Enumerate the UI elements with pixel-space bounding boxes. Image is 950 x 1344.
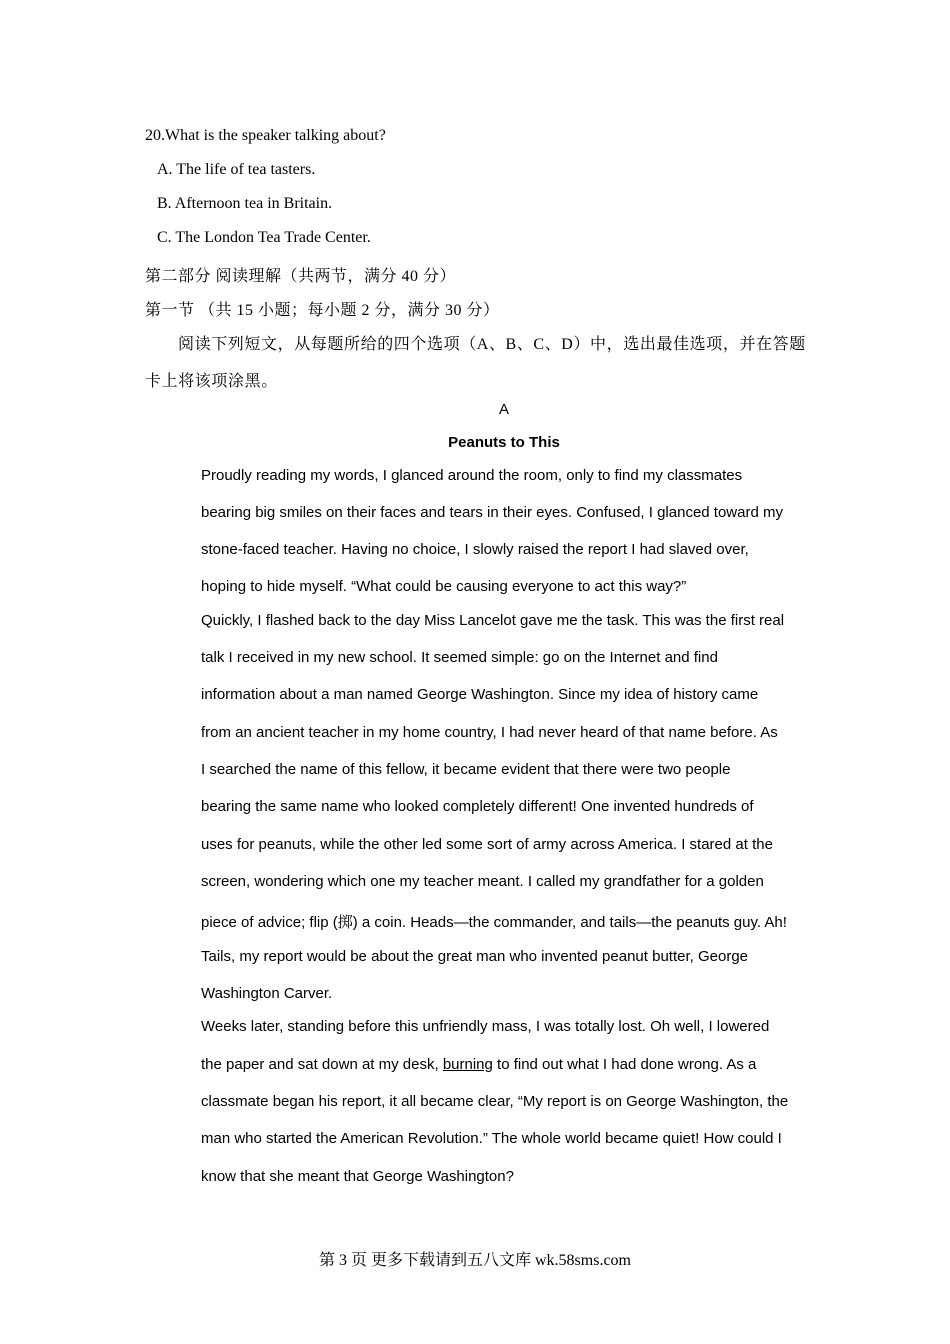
instructions-line-2: 卡上将该项涂黑。 (145, 373, 278, 390)
paragraph-3-line: know that she meant that George Washington? (201, 1168, 514, 1185)
paragraph-2-line: information about a man named George Washington. Since my idea of history came (201, 686, 759, 703)
paragraph-1-line: Proudly reading my words, I glanced around the room, only to find my classmates (201, 467, 743, 484)
passage-label: A (498, 401, 509, 418)
paragraph-2-line: piece of advice; flip (掷) a coin. Heads—the commander, and tails—the peanuts guy. Ah! (201, 914, 787, 931)
paragraph-3-line: man who started the American Revolution.” The whole world became quiet! How could I (201, 1130, 782, 1147)
paragraph-1-line: bearing big smiles on their faces and tears in their eyes. Confused, I glanced toward my (201, 504, 783, 521)
paragraph-2-line: from an ancient teacher in my home country, I had never heard of that name before. As (201, 724, 778, 741)
paragraph-1-line: hoping to hide myself. “What could be causing everyone to act this way?” (201, 578, 687, 595)
section1-heading: 第一节 （共 15 小题；每小题 2 分，满分 30 分） (145, 302, 500, 319)
paragraph-3-line (201, 1056, 756, 1073)
question-20-option-b: B. Afternoon tea in Britain. (157, 195, 333, 212)
question-20-stem: 20.What is the speaker talking about? (145, 127, 386, 144)
paragraph-1-line: stone-faced teacher. Having no choice, I slowly raised the report I had slaved over, (201, 541, 749, 558)
underlined-word-burning: burning (442, 1056, 493, 1073)
paragraph-2-line: uses for peanuts, while the other led some sort of army across America. I stared at the (201, 836, 773, 853)
part2-heading: 第二部分 阅读理解（共两节，满分 40 分） (145, 268, 457, 285)
paragraph-2-line: I searched the name of this fellow, it became evident that there were two people (201, 761, 731, 778)
paragraph-3-line: classmate began his report, it all became clear, “My report is on George Washington, the (201, 1093, 789, 1110)
paragraph-2-line: screen, wondering which one my teacher meant. I called my grandfather for a golden (201, 873, 764, 890)
question-20-option-c: C. The London Tea Trade Center. (157, 229, 371, 246)
paragraph-2-line: bearing the same name who looked completely different! One invented hundreds of (201, 798, 754, 815)
instructions-line-1: 阅读下列短文，从每题所给的四个选项（A、B、C、D）中，选出最佳选项，并在答题 (178, 336, 806, 353)
page-footer: 第 3 页 更多下载请到五八文库 wk.58sms.com (318, 1252, 631, 1269)
paragraph-2-line: Washington Carver. (201, 985, 333, 1002)
paragraph-3-text: the paper and sat down at my desk, (201, 1056, 443, 1073)
paragraph-2-line: Quickly, I flashed back to the day Miss Lancelot gave me the task. This was the first real (201, 612, 785, 629)
paragraph-3-line: Weeks later, standing before this unfriendly mass, I was totally lost. Oh well, I lowered (201, 1018, 770, 1035)
paragraph-3-text: to find out what I had done wrong. As a (492, 1056, 757, 1073)
paragraph-2-line: talk I received in my new school. It seemed simple: go on the Internet and find (201, 649, 718, 666)
passage-title: Peanuts to This (448, 434, 560, 451)
question-20-option-a: A. The life of tea tasters. (157, 161, 316, 178)
paragraph-2-line: Tails, my report would be about the great man who invented peanut butter, George (201, 948, 749, 965)
